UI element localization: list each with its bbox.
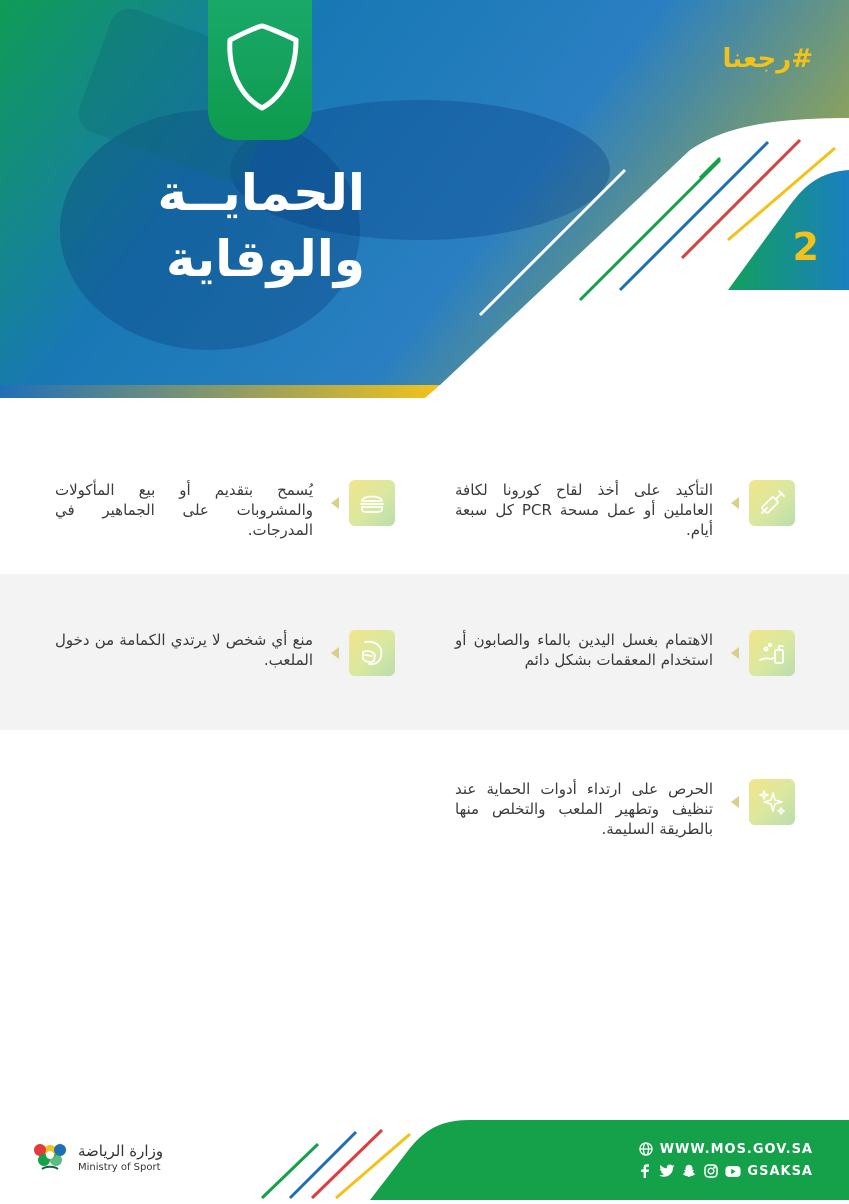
page-title xyxy=(150,160,365,292)
twitter-icon[interactable] xyxy=(659,1163,675,1179)
list-item xyxy=(455,480,795,540)
pointer-arrow xyxy=(723,796,739,808)
ministry-logo xyxy=(28,1136,72,1180)
pointer-arrow xyxy=(323,647,339,659)
syringe-icon xyxy=(749,480,795,526)
list-item xyxy=(55,480,395,540)
list-item xyxy=(455,630,795,676)
pointer-arrow xyxy=(723,497,739,509)
website-row xyxy=(638,1141,813,1157)
ministry-name-en: Ministry of Sport xyxy=(78,1162,161,1173)
list-item xyxy=(455,779,795,839)
social-handle[interactable]: GSAKSA xyxy=(747,1163,813,1179)
youtube-icon[interactable] xyxy=(725,1163,741,1179)
page-number: 2 xyxy=(792,225,819,269)
globe-icon xyxy=(638,1141,654,1157)
title-line-2: والوقاية xyxy=(166,230,365,288)
title-line-1: الحمايــة xyxy=(157,164,365,222)
face-mask-icon xyxy=(349,630,395,676)
item-text: التأكيد على أخذ لقاح كورونا لكافة العاملين أو عمل مسحة PCR كل سبعة أيام. xyxy=(455,481,713,539)
list-item xyxy=(55,630,395,676)
item-text: يُسمح بتقديم أو بيع المأكولات والمشروبات على الجماهير في المدرجات. xyxy=(55,481,313,539)
website-link[interactable]: WWW.MOS.GOV.SA xyxy=(659,1141,813,1157)
instagram-icon[interactable] xyxy=(703,1163,719,1179)
sparkle-clean-icon xyxy=(749,779,795,825)
hand-wash-icon xyxy=(749,630,795,676)
item-text: الاهتمام بغسل اليدين بالماء والصابون أو استخدام المعقمات بشكل دائم xyxy=(455,631,713,669)
ministry-name-ar: وزارة الرياضة xyxy=(78,1142,164,1160)
burger-icon xyxy=(349,480,395,526)
snapchat-icon[interactable] xyxy=(681,1163,697,1179)
social-row xyxy=(637,1163,813,1179)
facebook-icon[interactable] xyxy=(637,1163,653,1179)
pointer-arrow xyxy=(323,497,339,509)
hashtag: #رجعنا xyxy=(722,44,813,74)
pointer-arrow xyxy=(723,647,739,659)
item-text: الحرص على ارتداء أدوات الحماية عند تنظيف وتطهير الملعب والتخلص منها بالطريقة السليمة. xyxy=(455,780,713,838)
item-text: منع أي شخص لا يرتدي الكمامة من دخول الملعب. xyxy=(55,631,313,669)
